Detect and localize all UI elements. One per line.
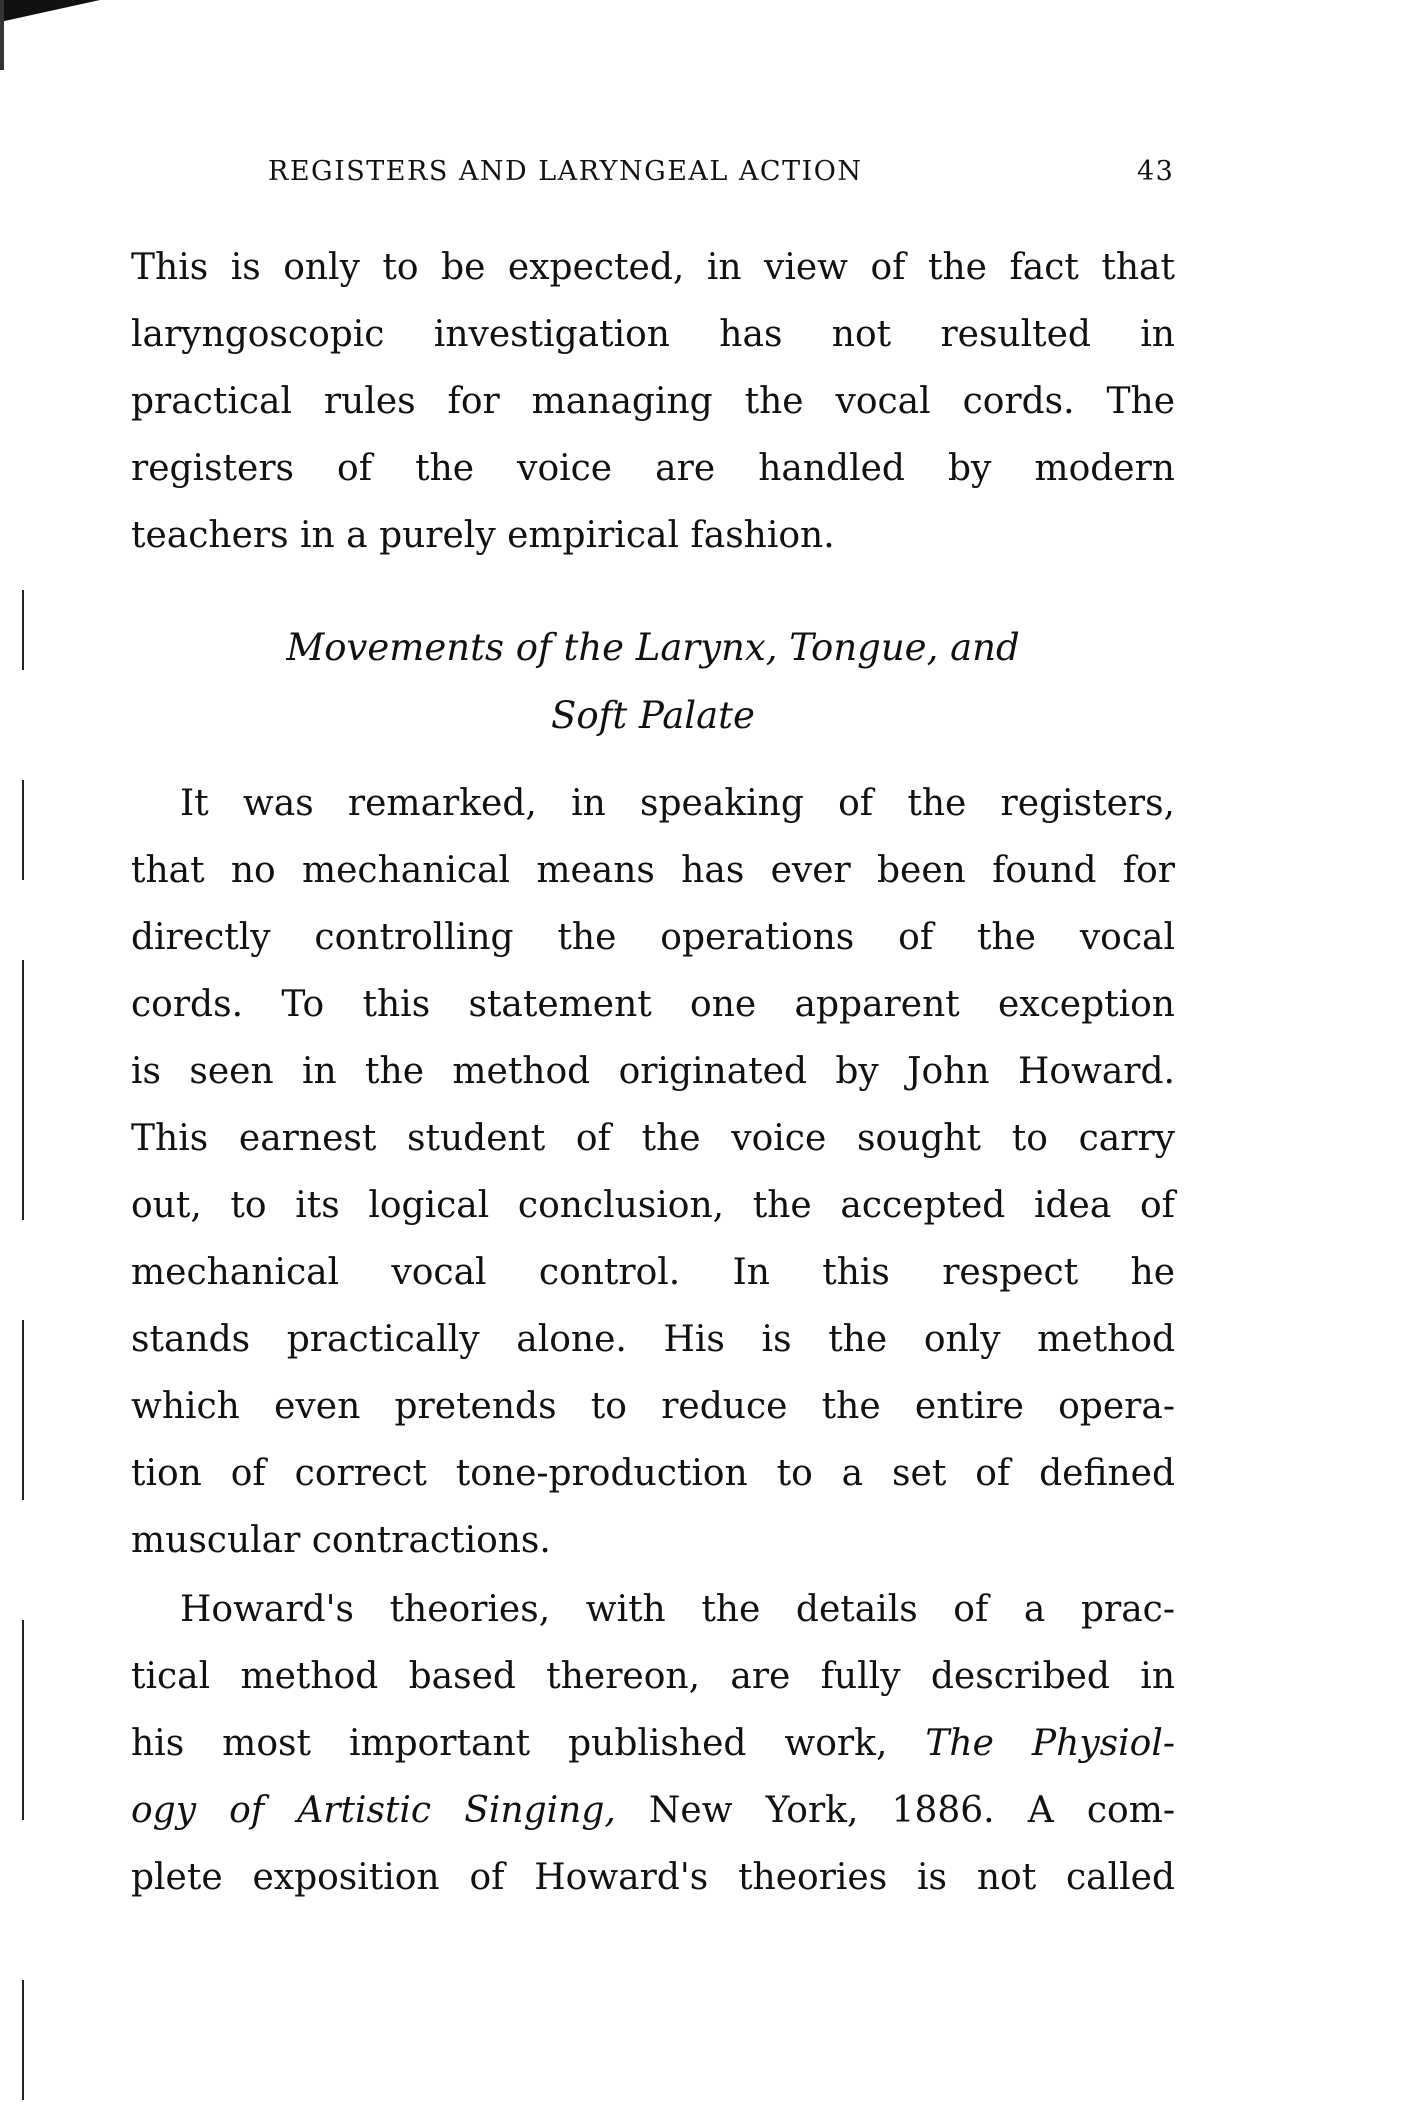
- text-line-content: mechanical vocal control. In this respect he: [131, 1252, 1175, 1293]
- text-line: [131, 1251, 1175, 1295]
- text-line-content: It was remarked, in speaking of the registers,: [180, 783, 1175, 824]
- text-line: [131, 1385, 1175, 1429]
- text-line-content: laryngoscopic investigation has not resulted in: [131, 314, 1175, 355]
- text-line-content: cords. To this statement one apparent exception: [131, 984, 1175, 1025]
- book-title: ogy of Artistic Singing,: [131, 1790, 616, 1831]
- scan-edge-shadow: [0, 0, 100, 22]
- scan-margin-mark: [22, 780, 24, 880]
- section-heading-line: Movements of the Larynx, Tongue, and: [286, 626, 1020, 669]
- text-line-content: which even pretends to reduce the entire opera-: [131, 1386, 1175, 1427]
- text-line: [131, 313, 1175, 357]
- text-line: [131, 1452, 1175, 1496]
- scan-margin-mark: [22, 960, 24, 1220]
- text-line-content: [131, 1789, 1175, 1833]
- text-line-content: [131, 1655, 1175, 1699]
- text-line-content: tion of correct tone-production to a set of defined: [131, 1453, 1175, 1494]
- text-line: [131, 1519, 1175, 1563]
- text-line: [180, 782, 1175, 826]
- scan-margin-mark: [22, 1620, 24, 1820]
- text-line: [180, 1588, 1175, 1632]
- text-line: [131, 1117, 1175, 1161]
- text-line: [131, 916, 1175, 960]
- text-line-content: practical rules for managing the vocal cords. The: [131, 381, 1175, 422]
- text-line-content: is seen in the method originated by John Howard.: [131, 1051, 1175, 1092]
- text-line-content: stands practically alone. His is the only method: [131, 1319, 1175, 1360]
- book-title: The Physiol-: [925, 1723, 1176, 1764]
- text-line: [131, 514, 1175, 558]
- section-heading-line: Soft Palate: [551, 694, 755, 737]
- text-line-content: that no mechanical means has ever been found for: [131, 850, 1175, 891]
- text-line: [131, 983, 1175, 1027]
- text-line: [131, 1318, 1175, 1362]
- text-line-content: muscular contractions.: [131, 1520, 551, 1561]
- text-line-content: teachers in a purely empirical fashion.: [131, 515, 835, 556]
- text-line: [131, 1789, 1175, 1833]
- text-line: [131, 1655, 1175, 1699]
- scan-edge-shadow: [0, 0, 4, 70]
- text-line-content: This is only to be expected, in view of the fact that: [131, 247, 1175, 288]
- text-line-content: [131, 1722, 1175, 1766]
- text-line: [131, 380, 1175, 424]
- text-line: [131, 1184, 1175, 1228]
- running-title: REGISTERS AND LARYNGEAL ACTION: [268, 156, 863, 187]
- text-line-content: [131, 1856, 1175, 1900]
- scan-margin-mark: [22, 1320, 24, 1500]
- text-run: plete exposition of Howard's theories is not called: [131, 1857, 1175, 1898]
- text-line: [131, 1722, 1175, 1766]
- text-line: [131, 1856, 1175, 1900]
- text-run: Howard's theories, with the details of a prac-: [180, 1589, 1175, 1630]
- scan-margin-mark: [22, 590, 24, 670]
- text-line-content: out, to its logical conclusion, the accepted idea of: [131, 1185, 1175, 1226]
- text-line-content: This earnest student of the voice sought to carry: [131, 1118, 1175, 1159]
- text-line: [131, 1050, 1175, 1094]
- scan-margin-mark: [22, 1980, 24, 2100]
- text-line: [131, 849, 1175, 893]
- text-run: tical method based thereon, are fully described in: [131, 1656, 1175, 1697]
- text-run: his most important published work,: [131, 1723, 926, 1764]
- text-line-content: registers of the voice are handled by modern: [131, 448, 1175, 489]
- text-line: [131, 246, 1175, 290]
- text-line: [131, 447, 1175, 491]
- text-run: New York, 1886. A com-: [615, 1790, 1175, 1831]
- text-line-content: directly controlling the operations of the vocal: [131, 917, 1175, 958]
- text-line-content: [180, 1588, 1175, 1632]
- page-number: 43: [1137, 156, 1175, 187]
